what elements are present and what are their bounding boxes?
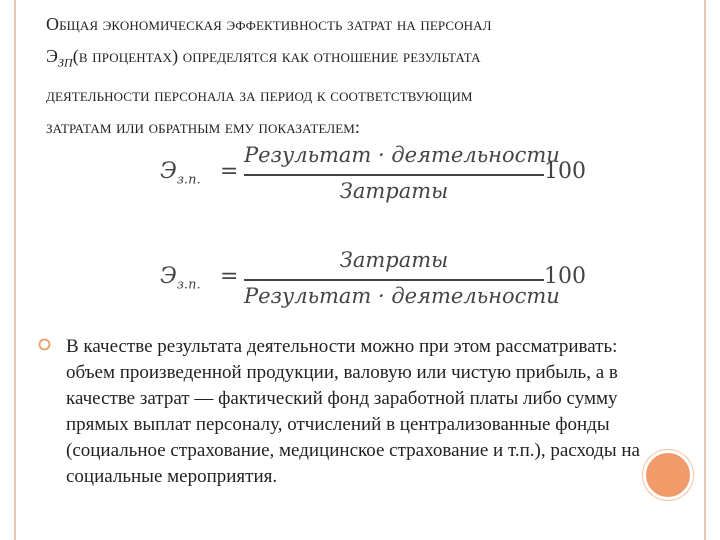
formula-multiplier: 100	[544, 264, 586, 289]
heading-symbol: Э	[46, 46, 58, 66]
slide-heading	[46, 8, 686, 143]
decorative-orange-circle	[643, 450, 693, 500]
formula-lhs	[160, 159, 201, 187]
heading-line-3: деятельности персонала за период к соответствующим	[46, 84, 473, 105]
formula-lhs-symbol: Э	[160, 264, 177, 289]
heading-line-1: Общая экономическая эффективность затрат на персонал	[46, 14, 492, 34]
circle-bullet-icon	[38, 338, 51, 351]
formula-numerator: Результат · деятельности	[244, 143, 560, 167]
formula-numerator: Затраты	[339, 248, 449, 272]
heading-line-2	[46, 40, 686, 79]
formula-lhs-subscript: з.п.	[176, 172, 201, 188]
formula-fraction	[244, 248, 560, 318]
formula-lhs-subscript: з.п.	[176, 277, 201, 293]
heading-line-4: затратам или обратным ему показателем:	[46, 116, 361, 137]
formula-lhs-symbol: Э	[160, 159, 177, 184]
formula-denominator: Результат · деятельности	[244, 284, 560, 308]
formula-equals: =	[220, 159, 239, 184]
formula-equals: =	[220, 264, 239, 289]
fraction-bar	[244, 279, 544, 281]
heading-symbol-subscript: ЗП	[57, 55, 73, 70]
left-frame-line	[14, 0, 16, 540]
bullet-text: В качестве результата деятельности можно при этом рассматривать: объем произведенной продукции, валовую или чистую прибыль, а в качестве затрат — фактический фонд заработной платы либо сумму прямых выплат персоналу, отчислений в централизованные фонды (социальное страхование, медицинское страхование и т.п.), расходы на социальные мероприятия.	[66, 336, 640, 487]
formula-denominator: Затраты	[339, 179, 449, 203]
fraction-bar	[244, 174, 544, 176]
formula-fraction	[244, 143, 560, 213]
formula-lhs	[160, 264, 201, 292]
right-frame-line	[704, 0, 706, 540]
formula-multiplier: 100	[544, 159, 586, 184]
heading-line-2-text: (в процентах) определятся как отношение результата	[72, 46, 481, 66]
